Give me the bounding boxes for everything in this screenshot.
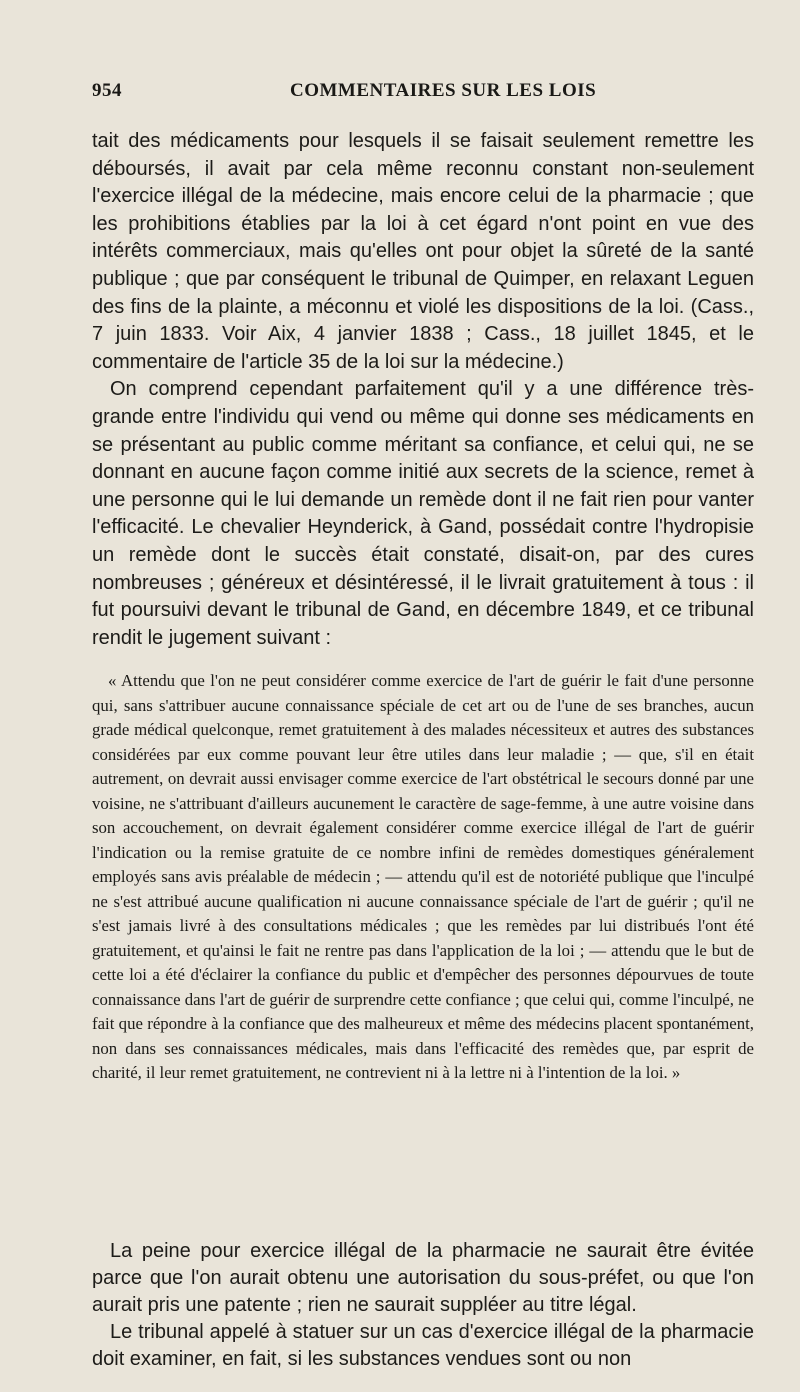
- running-head: COMMENTAIRES SUR LES LOIS: [290, 80, 597, 101]
- judgment-quote: [92, 669, 754, 1086]
- page-header: [92, 80, 752, 110]
- paragraph-tribunal: Le tribunal appelé à statuer sur un cas d'exercice illégal de la pharmacie doit examiner, en fait, si les substances vendues sont ou non: [92, 1321, 754, 1370]
- paragraph-continued: tait des médicaments pour lesquels il se faisait seulement remettre les déboursés, il avait par cela même reconnu constant non-seulement l'exercice illégal de la médecine, mais encore celui de la pharmacie ; que les prohibitions établies par la loi à cet égard n'ont point en vue des intérêts commerciaux, mais qu'elles ont pour objet la sûreté de la santé publique ; que par conséquent le tribunal de Quimper, en relaxant Leguen des fins de la plainte, a méconnu et violé les dispositions de la loi. (Cass., 7 juin 1833. Voir Aix, 4 janvier 1838 ; Cass., 18 juillet 1845, et le commentaire de l'article 35 de la loi sur la médecine.): [92, 130, 754, 373]
- closing-text: [92, 1238, 754, 1373]
- quote-text: « Attendu que l'on ne peut considérer comme exercice de l'art de guérir le fait d'une personne qui, sans s'attribuer aucune connaissance spéciale de cet art ou de l'une de ses branches, aucun grade médical quelconque, remet gratuitement à des malades nécessiteux et autres des substances considérées par eux comme pouvant leur être utiles dans leur maladie ; — que, s'il en était autrement, on devrait aussi envisager comme exercice de l'art obstétrical le secours donné par une voisine, ne s'attribuant d'ailleurs aucunement le caractère de sage-femme, à une autre voisine dans son accouchement, on devrait également considérer comme exercice illégal de l'art de guérir l'indication ou la remise gratuite de ce nombre infini de remèdes domestiques généralement employés sans avis préalable de médecin ; — attendu qu'il est de notoriété publique que l'inculpé ne s'est attribué aucune qualification ni aucune connaissance spéciale de l'art de guérir ; qu'il ne s'est jamais livré à des consultations médicales ; que les remèdes par lui distribués l'ont été gratuitement, et qu'ainsi le fait ne rentre pas dans l'application de la loi ; — attendu que le but de cette loi a été d'éclairer la confiance du public et d'empêcher des personnes dépourvues de toute connaissance dans l'art de guérir de surprendre cette confiance ; que celui qui, comme l'inculpé, ne fait que répondre à la confiance que des malheureux et même des médecins placent spontanément, non dans ses connaissances médicales, mais dans l'efficacité des remèdes que, par esprit de charité, il leur remet gratuitement, ne contrevient ni à la lettre ni à l'intention de la loi. »: [92, 671, 754, 1082]
- paragraph-heynderick: On comprend cependant parfaitement qu'il y a une différence très-grande entre l'individu qui vend ou même qui donne ses médicaments en se présentant au public comme méritant sa confiance, et celui qui, ne se donnant en aucune façon comme initié aux secrets de la science, remet à une personne qui le lui demande un remède dont il ne fait rien pour vanter l'efficacité. Le chevalier Heynderick, à Gand, possédait contre l'hydropisie un remède dont le succès était constaté, disait-on, par des cures nombreuses ; généreux et désintéressé, il le livrait gratuitement à tous : il fut poursuivi devant le tribunal de Gand, en décembre 1849, et ce tribunal rendit le jugement suivant :: [92, 378, 754, 649]
- page-number: 954: [92, 80, 122, 101]
- main-text: [92, 128, 754, 652]
- paragraph-penalty: La peine pour exercice illégal de la pharmacie ne saurait être évitée parce que l'on aurait obtenu une autorisation du sous-préfet, ou que l'on aurait pris une patente ; rien ne saurait suppléer au titre légal.: [92, 1240, 754, 1316]
